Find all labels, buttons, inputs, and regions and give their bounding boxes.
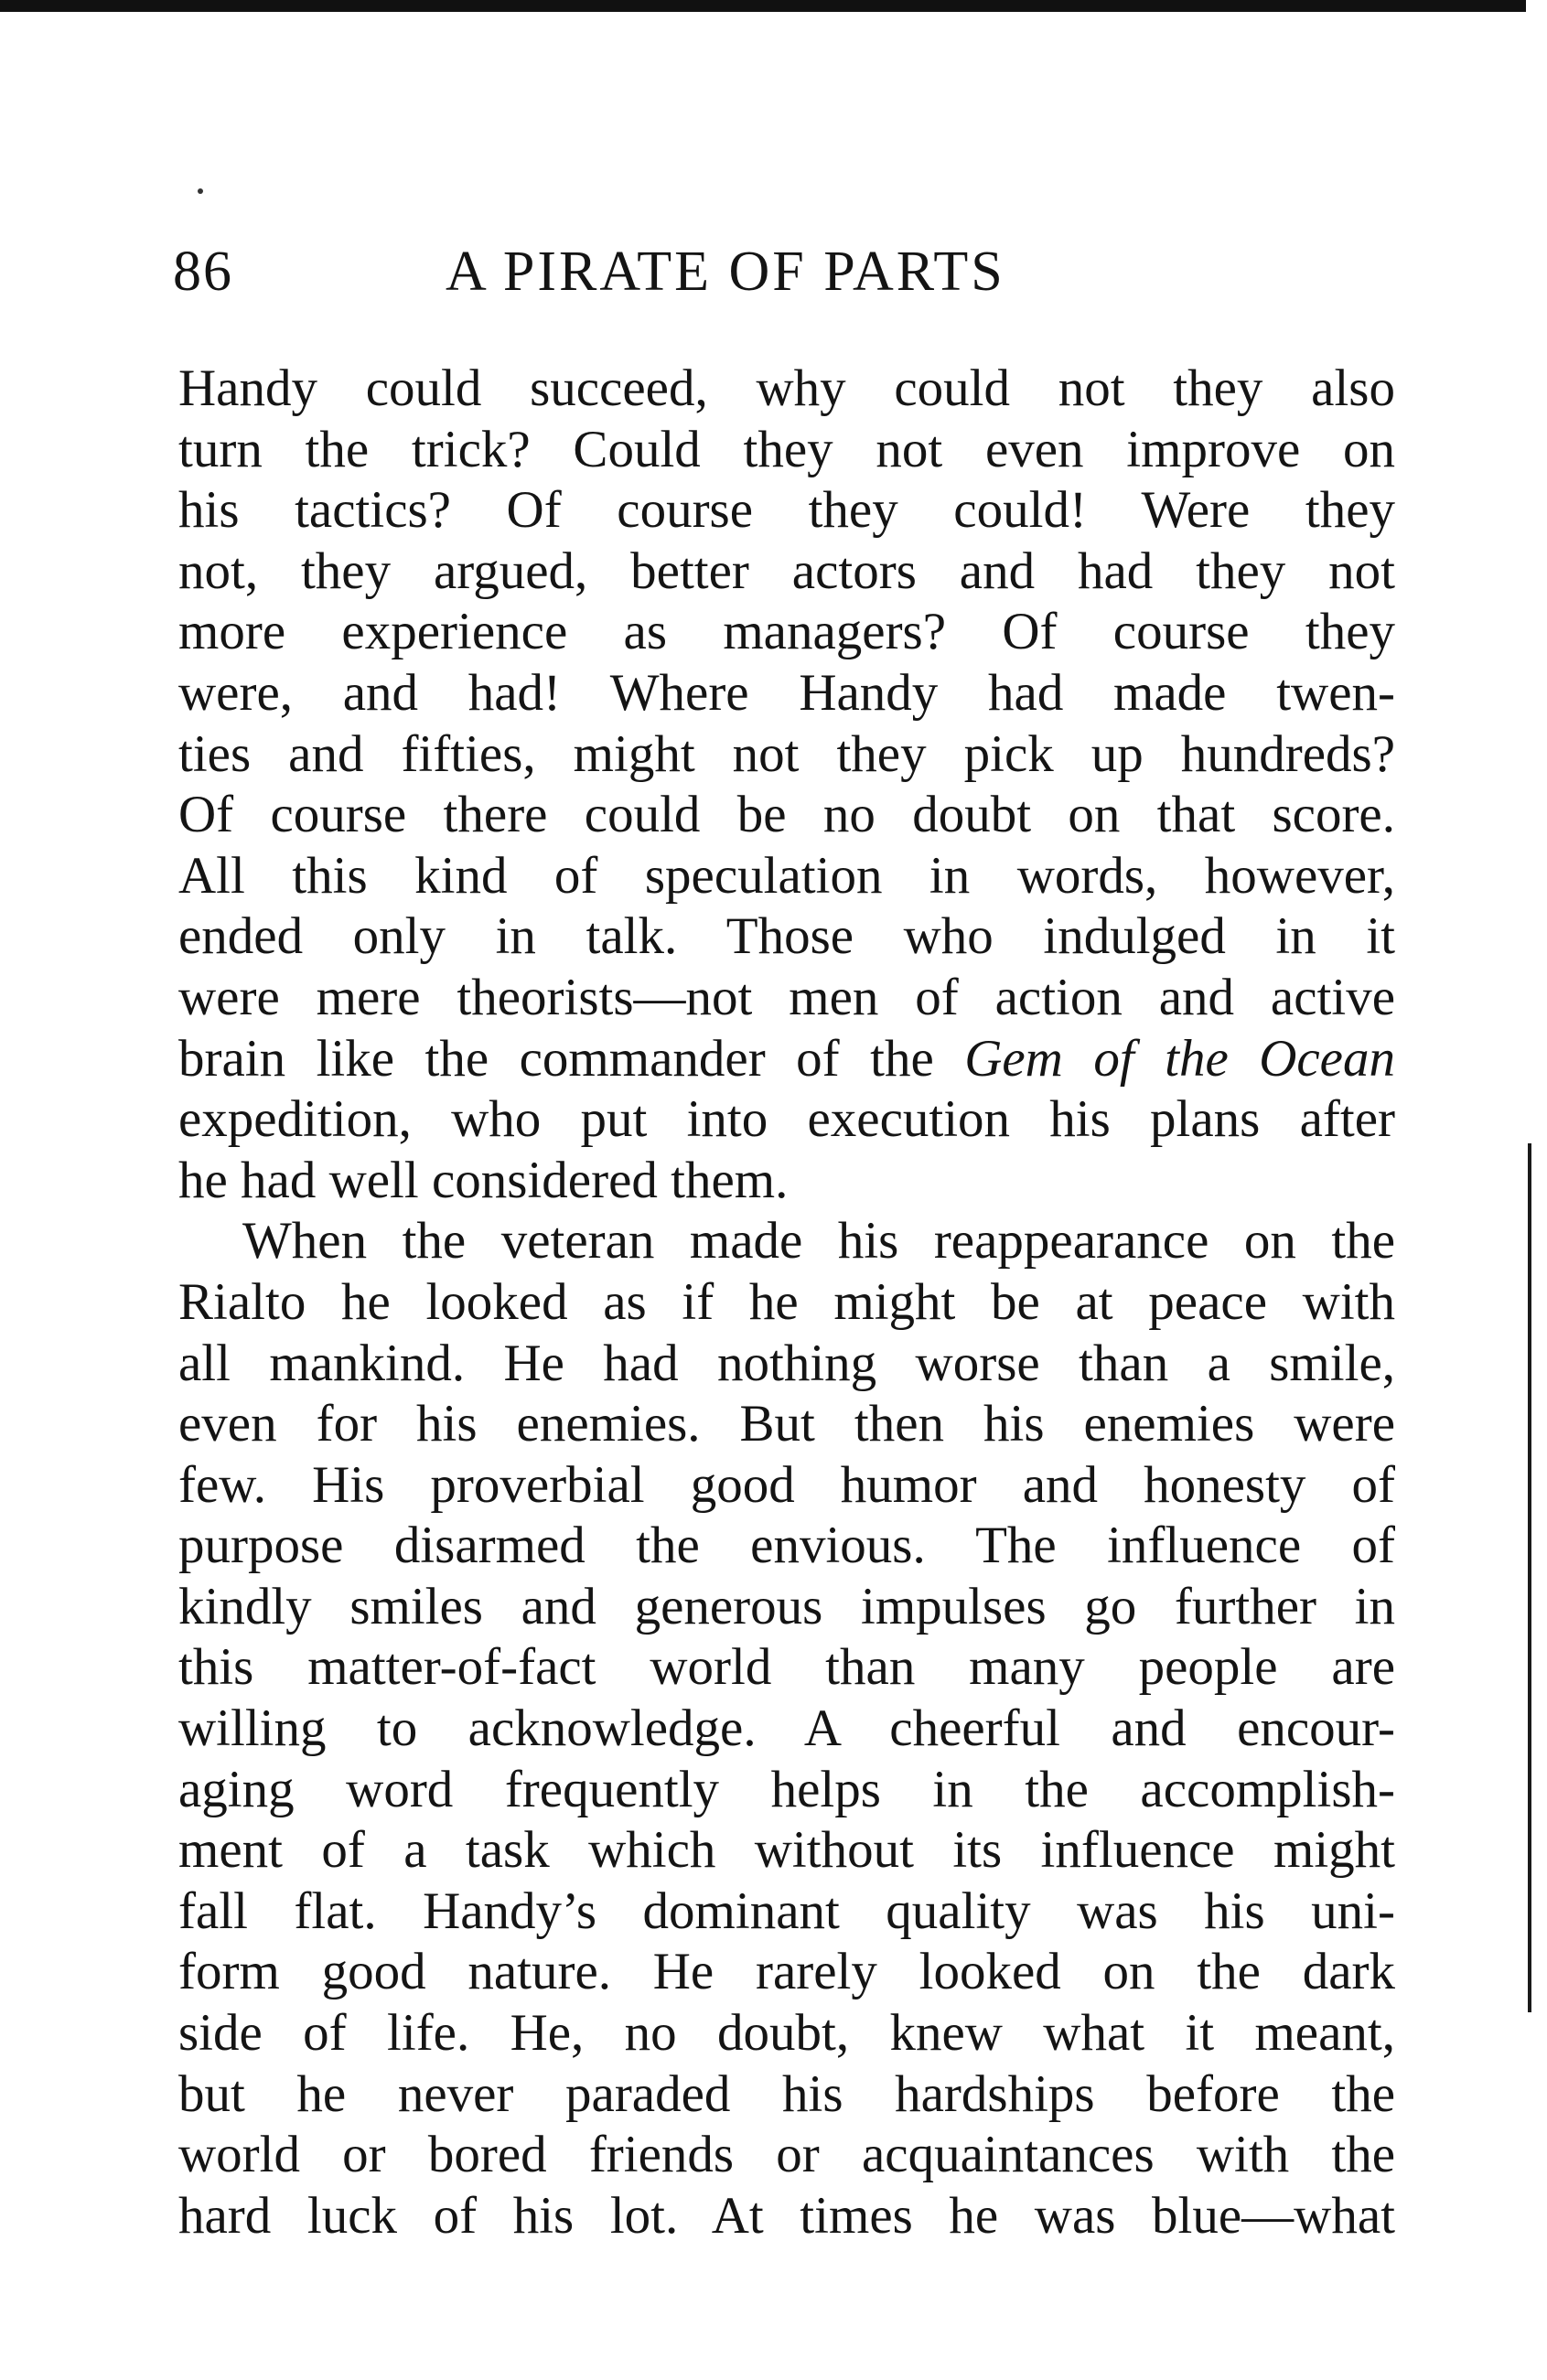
ink-speck	[198, 188, 203, 194]
text-line: side of life. He, no doubt, knew what it meant,	[178, 2004, 1395, 2063]
text-line: Of course there could be no doubt on that score.	[178, 786, 1395, 844]
text-line: were, and had! Where Handy had made twen-	[178, 663, 1395, 722]
text-line: all mankind. He had nothing worse than a smile,	[178, 1334, 1395, 1392]
text-line: were mere theorists—not men of action and active	[178, 968, 1395, 1026]
body-text	[178, 359, 1395, 2246]
text-line: form good nature. He rarely looked on the dark	[178, 1943, 1395, 2001]
text-line: Handy could succeed, why could not they also	[178, 359, 1395, 417]
text-line: more experience as managers? Of course they	[178, 603, 1395, 661]
text-line: kindly smiles and generous impulses go further in	[178, 1577, 1395, 1635]
text-line: willing to acknowledge. A cheerful and encour-	[178, 1699, 1395, 1758]
text-line: ties and fifties, might not they pick up hundreds?	[178, 724, 1395, 783]
text-segment: brain like the commander of the	[178, 1029, 965, 1088]
text-line-paragraph-start: When the veteran made his reappearance on the	[242, 1212, 1395, 1270]
text-line: turn the trick? Could they not even improve on	[178, 420, 1395, 478]
text-line: All this kind of speculation in words, however,	[178, 846, 1395, 905]
ship-name-italic: Gem of the Ocean	[964, 1029, 1395, 1088]
text-line: aging word frequently helps in the accomplish-	[178, 1760, 1395, 1818]
text-line: this matter-of-fact world than many people are	[178, 1638, 1395, 1697]
text-line: ment of a task which without its influence might	[178, 1821, 1395, 1880]
margin-line	[1528, 1143, 1531, 2012]
text-line: Rialto he looked as if he might be at peace with	[178, 1272, 1395, 1331]
text-line: expedition, who put into execution his plans after	[178, 1090, 1395, 1149]
top-rule	[0, 0, 1526, 12]
text-line: but he never paraded his hardships before the	[178, 2064, 1395, 2123]
text-line: few. His proverbial good humor and honesty of	[178, 1455, 1395, 1514]
text-line: even for his enemies. But then his enemies were	[178, 1395, 1395, 1453]
running-title: A PIRATE OF PARTS	[446, 241, 1005, 303]
page-header	[173, 230, 1399, 313]
text-line: fall flat. Handy’s dominant quality was his uni-	[178, 1881, 1395, 1940]
text-line: his tactics? Of course they could! Were they	[178, 481, 1395, 540]
text-line: world or bored friends or acquaintances with the	[178, 2126, 1395, 2184]
text-line: not, they argued, better actors and had they not	[178, 541, 1395, 600]
page-number: 86	[173, 241, 233, 303]
text-line-with-italic	[178, 1029, 1395, 1090]
text-line: hard luck of his lot. At times he was blue—what	[178, 2186, 1395, 2245]
text-line: he had well considered them.	[178, 1151, 789, 1209]
text-line: purpose disarmed the envious. The influence of	[178, 1517, 1395, 1575]
text-line: ended only in talk. Those who indulged in it	[178, 907, 1395, 966]
